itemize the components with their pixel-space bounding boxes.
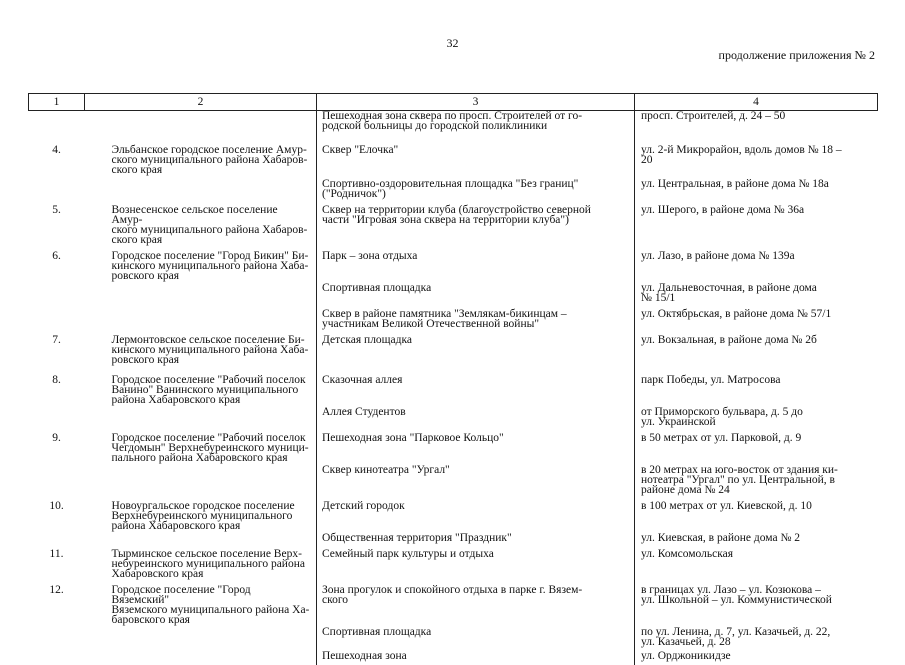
municipality-cell [85,309,317,329]
address-cell: ул. Октябрьская, в районе дома № 57/1 [635,309,878,329]
row-number: 10. [49,500,64,512]
table-row [29,335,878,365]
municipality-cell [85,179,317,199]
address-cell: просп. Строителей, д. 24 – 50 [635,111,878,132]
table-row [29,179,878,199]
table-row [29,585,878,625]
table-row [29,309,878,329]
municipality-cell: Лермонтовское сельское поселение Би- кинского муниципального района Хаба- ровского края [111,334,309,366]
municipality-cell [85,283,317,303]
municipality-cell [85,111,317,132]
address-cell: ул. Дальневосточная, в районе дома № 15/1 [635,283,878,303]
row-number: 12. [49,584,64,596]
municipality-cell [85,407,317,427]
object-cell: Аллея Студентов [317,407,635,427]
object-cell: Детский городок [317,501,635,531]
row-number: 8. [52,374,61,386]
header-row [29,94,878,111]
row-number [29,111,85,132]
municipality-cell [85,627,317,647]
row-number [29,465,85,495]
table-row [29,283,878,303]
row-number: 5. [52,204,61,216]
object-cell: Сказочная аллея [317,375,635,405]
address-cell: ул. Вокзальная, в районе дома № 2б [635,335,878,365]
appendix-table [28,93,878,665]
header-col-3: 3 [317,94,635,111]
page-number: 32 [446,36,459,50]
address-cell: в 50 метрах от ул. Парковой, д. 9 [635,433,878,463]
object-cell: Парк – зона отдыха [317,251,635,281]
address-cell: в 100 метрах от ул. Киевской, д. 10 [635,501,878,531]
municipality-cell: Новоургальское городское поселение Верхнебуреинского муниципального района Хабаровского края [111,500,295,532]
municipality-cell: Городское поселение "Город Вяземский" Вяземского муниципального района Ха- баровского края [111,584,310,626]
table-row [29,651,878,661]
municipality-cell [85,533,317,543]
object-cell: Общественная территория "Праздник" [317,533,635,543]
address-cell: в границах ул. Лазо – ул. Козюкова – ул. Школьной – ул. Коммунистической [635,585,878,625]
object-cell: Сквер на территории клуба (благоустройство северной части "Игровая зона сквера на территории клуба") [317,205,635,245]
header-col-2: 2 [85,94,317,111]
municipality-cell [85,465,317,495]
table-row [29,433,878,463]
object-cell: Детская площадка [317,335,635,365]
object-cell: Семейный парк культуры и отдыха [317,549,635,579]
header-col-4: 4 [635,94,878,111]
municipality-cell: Городское поселение "Рабочий поселок Чегдомын" Верхнебуреинского муници- пального района Хабаровского края [111,432,309,464]
municipality-cell: Тырминское сельское поселение Верх- небуреинского муниципального района Хабаровского края [111,548,305,580]
row-number: 9. [52,432,61,444]
table-row [29,407,878,427]
address-cell: ул. Центральная, в районе дома № 18а [635,179,878,199]
table-row [29,465,878,495]
municipality-cell: Эльбанское городское поселение Амур- ского муниципального района Хабаров- ского края [111,144,308,176]
object-cell: Сквер в районе памятника "Землякам-бикинцам – участникам Великой Отечественной войны" [317,309,635,329]
address-cell: ул. Лазо, в районе дома № 139а [635,251,878,281]
address-cell: ул. Комсомольская [635,549,878,579]
municipality-cell [85,651,317,661]
object-cell: Пешеходная зона "Парковое Кольцо" [317,433,635,463]
row-number [29,283,85,303]
row-number [29,309,85,329]
address-cell: ул. Орджоникидзе [635,651,878,661]
municipality-cell: Городское поселение "Рабочий поселок Ванино" Ванинского муниципального района Хабаровского края [111,374,306,406]
object-cell: Спортивная площадка [317,283,635,303]
table-row [29,627,878,647]
row-number [29,533,85,543]
object-cell: Пешеходная зона [317,651,635,661]
object-cell: Пешеходная зона сквера по просп. Строителей от го- родской больницы до городской поликлиники [317,111,635,132]
row-number: 6. [52,250,61,262]
object-cell: Спортивно-оздоровительная площадка "Без границ" ("Родничок") [317,179,635,199]
table-row [29,549,878,579]
table-row [29,375,878,405]
table-row [29,205,878,245]
continuation-note: продолжение приложения № 2 [718,48,875,62]
row-number [29,179,85,199]
address-cell: парк Победы, ул. Матросова [635,375,878,405]
object-cell: Сквер "Елочка" [317,145,635,175]
table-row [29,501,878,531]
table-row [29,111,878,132]
address-cell: от Приморского бульвара, д. 5 до ул. Украинской [635,407,878,427]
address-cell: ул. 2-й Микрорайон, вдоль домов № 18 – 20 [635,145,878,175]
row-number [29,627,85,647]
row-number: 7. [52,334,61,346]
municipality-cell: Городское поселение "Город Бикин" Би- кинского муниципального района Хаба- ровского края [111,250,309,282]
object-cell: Спортивная площадка [317,627,635,647]
row-number: 4. [52,144,61,156]
municipality-cell: Вознесенское сельское поселение Амур- ского муниципального района Хабаров- ского края [111,204,308,246]
address-cell: ул. Шерого, в районе дома № 36а [635,205,878,245]
header-col-1: 1 [29,94,85,111]
row-number [29,407,85,427]
table-row [29,533,878,543]
address-cell: ул. Киевская, в районе дома № 2 [635,533,878,543]
object-cell: Зона прогулок и спокойного отдыха в парке г. Вязем- ского [317,585,635,625]
row-number [29,651,85,661]
object-cell: Сквер кинотеатра "Ургал" [317,465,635,495]
table-row [29,145,878,175]
address-cell: в 20 метрах на юго-восток от здания ки- нотеатра "Ургал" по ул. Центральной, в районе дома № 24 [635,465,878,495]
address-cell: по ул. Ленина, д. 7, ул. Казачьей, д. 22, ул. Казачьей, д. 28 [635,627,878,647]
row-number: 11. [49,548,64,560]
table-row [29,251,878,281]
